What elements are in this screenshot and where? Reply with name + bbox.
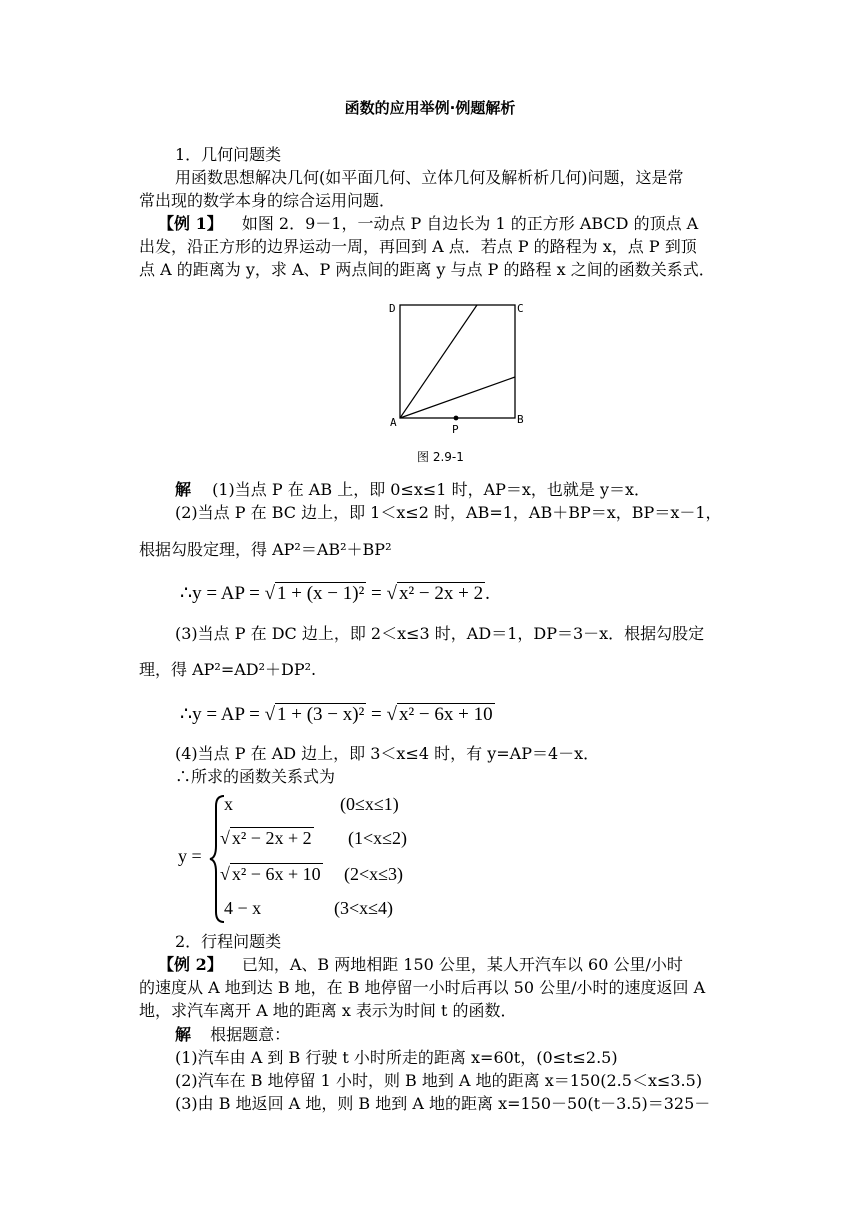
solution-label: 解 — [175, 480, 192, 499]
solution-3-text: (3)当点 P 在 DC 边上，即 2＜x≤3 时，AD＝1，DP＝3－x．根据勾股定 — [175, 624, 705, 643]
example-1-text: 出发，沿正方形的边界运动一周，再回到 A 点．若点 P 的路程为 x，点 P 到顶 — [139, 237, 697, 256]
solution-4-text: (4)当点 P 在 AD 边上，即 3＜x≤4 时，有 y=AP＝4－x． — [175, 744, 600, 763]
square-abcd — [400, 305, 515, 418]
formula-equals: = — [371, 704, 382, 725]
solution-2-text: 根据勾股定理，得 AP²＝AB²＋BP² — [139, 540, 392, 559]
case-expr: x² − 2x + 2 — [231, 828, 312, 848]
piecewise-function — [178, 792, 458, 927]
label-p: P — [452, 423, 459, 436]
section-heading-geometry: 1．几何问题类 — [175, 145, 282, 164]
label-a: A — [390, 416, 397, 429]
case-expr: x² − 6x + 10 — [231, 864, 321, 884]
formula-equals: = — [371, 583, 382, 604]
example-1-line — [158, 212, 748, 236]
solution-3-text: 理，得 AP²=AD²＋DP². — [139, 660, 317, 679]
therefore-text: ∴所求的函数关系式为 — [175, 767, 336, 786]
example-1-text: 点 A 的距离为 y，求 A、P 两点间的距离 y 与点 P 的路程 x 之间的函数关系式． — [139, 260, 715, 279]
figure-caption: 图 2.9-1 — [417, 450, 464, 464]
solution-label: 解 — [175, 1025, 192, 1044]
case-row: √ x² − 6x + 10 (2<x≤3) — [220, 864, 404, 884]
case-condition: (1<x≤2) — [348, 828, 408, 848]
intro-text: 常出现的数学本身的综合运用问题． — [139, 191, 396, 210]
example-2-text: 地，求汽车离开 A 地的距离 x 表示为时间 t 的函数． — [139, 1001, 517, 1020]
example-2-solution-2: (2)汽车在 B 地停留 1 小时，则 B 地到 A 地的距离 x＝150(2.5＜x≤3.5) — [175, 1071, 703, 1090]
example-2-text: 的速度从 A 地到达 B 地，在 B 地停留一小时后再以 50 公里/小时的速度返回 A — [139, 978, 706, 997]
case-condition: (3<x≤4) — [334, 898, 394, 918]
example-2-solution — [175, 1023, 765, 1047]
segment-a-to-dc — [400, 305, 477, 418]
solution-2-text: (2)当点 P 在 BC 边上，即 1＜x≤2 时，AB=1，AB＋BP＝x，BP＝x－1， — [175, 503, 722, 522]
example-1-text: 如图 2．9－1，一动点 P 自边长为 1 的正方形 ABCD 的顶点 A — [241, 214, 699, 233]
case-row — [224, 898, 394, 919]
case-row: √ x² − 2x + 2 (1<x≤2) — [220, 828, 408, 848]
case-expr: 4 − x — [224, 898, 262, 918]
example-2-text: 已知，A、B 两地相距 150 公里，某人开汽车以 60 公里/小时 — [241, 955, 683, 974]
formula-radical: x² − 2x + 2 — [398, 583, 484, 604]
label-d: D — [389, 302, 396, 315]
example-2-solution-1: (1)汽车由 A 到 B 行驶 t 小时所走的距离 x=60t，(0≤t≤2.5) — [175, 1048, 618, 1067]
label-b: B — [517, 413, 524, 426]
example-2-tag: 【例 2】 — [158, 955, 223, 974]
formula-radical: 1 + (3 − x)² — [277, 704, 365, 725]
formula-end: . — [485, 583, 490, 604]
point-p — [454, 416, 459, 421]
formula-radical: x² − 6x + 10 — [398, 704, 493, 725]
case-condition: (2<x≤3) — [344, 864, 404, 884]
solution-1-text: (1)当点 P 在 AB 上，即 0≤x≤1 时，AP＝x，也就是 y＝x． — [212, 480, 651, 499]
segment-a-to-bc — [400, 377, 515, 418]
page-title: 函数的应用举例·例题解析 — [344, 99, 516, 117]
case-condition: (0≤x≤1) — [340, 794, 399, 814]
intro-text: 用函数思想解决几何(如平面几何、立体几何及解析析几何)问题，这是常 — [175, 168, 684, 187]
example-2-line — [158, 953, 748, 977]
solution-1 — [175, 478, 765, 502]
piecewise-lhs: y = — [178, 846, 202, 866]
case-row — [224, 794, 399, 815]
example-1-tag: 【例 1】 — [158, 214, 223, 233]
formula-radical: 1 + (x − 1)² — [277, 583, 365, 604]
case-expr: x — [224, 794, 233, 814]
formula-2: ∴y = AP = √ 1 + (3 − x)² = √ x² − 6x + 10 — [180, 704, 493, 725]
solution-intro: 根据题意： — [210, 1025, 291, 1044]
section-heading-travel: 2．行程问题类 — [175, 932, 282, 951]
formula-1: ∴y = AP = √ 1 + (x − 1)² = √ x² − 2x + 2 . — [180, 583, 490, 604]
formula-lead: ∴y = AP = — [180, 583, 260, 604]
label-c: C — [517, 302, 524, 315]
example-2-solution-3: (3)由 B 地返回 A 地，则 B 地到 A 地的距离 x=150－50(t－3.5)＝325－ — [175, 1094, 711, 1113]
square-figure — [380, 296, 530, 468]
formula-lead: ∴y = AP = — [180, 704, 260, 725]
